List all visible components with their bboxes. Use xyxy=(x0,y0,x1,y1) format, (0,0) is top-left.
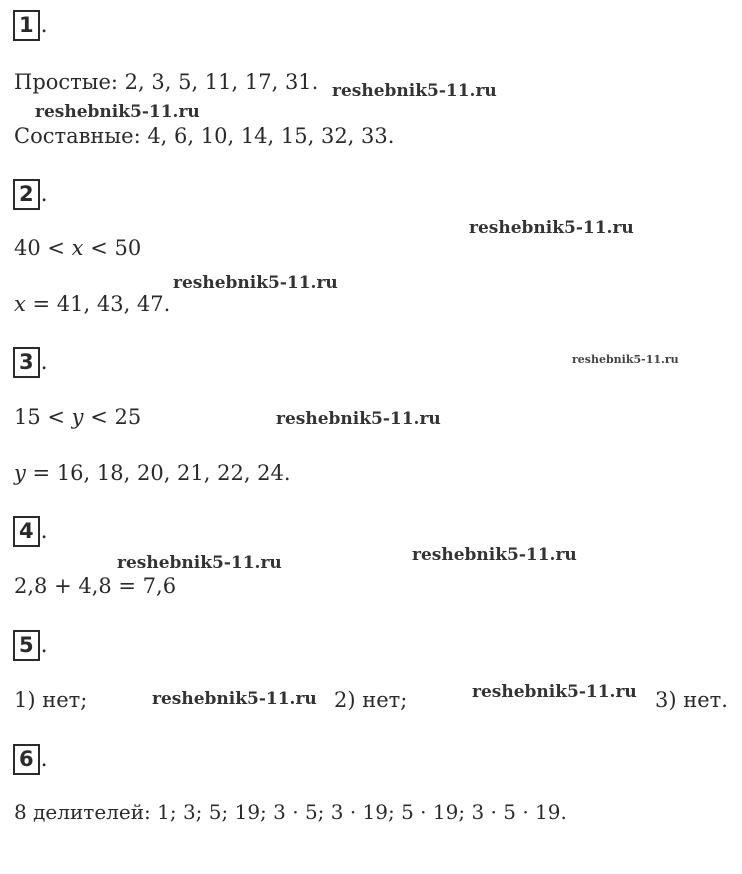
watermark: reshebnik5-11.ru xyxy=(35,102,200,122)
task2-answer: x = 41, 43, 47. xyxy=(14,292,171,316)
task5-answer-2: 2) нет; xyxy=(334,688,408,712)
task-number-box: 2 xyxy=(13,179,40,210)
watermark: reshebnik5-11.ru xyxy=(332,81,497,101)
task5-answer-1: 1) нет; xyxy=(14,688,88,712)
composites-line: Составные: 4, 6, 10, 14, 15, 32, 33. xyxy=(14,124,395,148)
task-number-2: 2 . xyxy=(13,179,48,210)
task-number-box: 1 xyxy=(13,10,40,41)
task2-inequality: 40 < x < 50 xyxy=(14,236,142,260)
task3-answer: y = 16, 18, 20, 21, 22, 24. xyxy=(14,461,291,485)
task-number-1: 1 . xyxy=(13,10,48,41)
task6-answer: 8 делителей: 1; 3; 5; 19; 3 · 5; 3 · 19; 5 · 19; 3 · 5 · 19. xyxy=(14,800,567,824)
watermark: reshebnik5-11.ru xyxy=(173,273,338,293)
task5-answer-3: 3) нет. xyxy=(655,688,728,712)
task-number-4: 4 . xyxy=(13,516,48,547)
task-number-box: 6 xyxy=(13,744,40,775)
watermark: reshebnik5-11.ru xyxy=(412,545,577,565)
task4-expression: 2,8 + 4,8 = 7,6 xyxy=(14,574,177,598)
task-number-6: 6 . xyxy=(13,744,48,775)
watermark: reshebnik5-11.ru xyxy=(276,409,441,429)
watermark: reshebnik5-11.ru xyxy=(152,689,317,709)
watermark: reshebnik5-11.ru xyxy=(117,553,282,573)
task-number-box: 3 xyxy=(13,347,40,378)
primes-line: Простые: 2, 3, 5, 11, 17, 31. xyxy=(14,70,319,94)
task-number-5: 5 . xyxy=(13,630,48,661)
task-number-3: 3 . xyxy=(13,347,48,378)
task3-inequality: 15 < y < 25 xyxy=(14,405,142,429)
task-number-box: 4 xyxy=(13,516,40,547)
task-number-box: 5 xyxy=(13,630,40,661)
watermark: reshebnik5-11.ru xyxy=(572,353,679,366)
watermark: reshebnik5-11.ru xyxy=(472,682,637,702)
watermark: reshebnik5-11.ru xyxy=(469,218,634,238)
